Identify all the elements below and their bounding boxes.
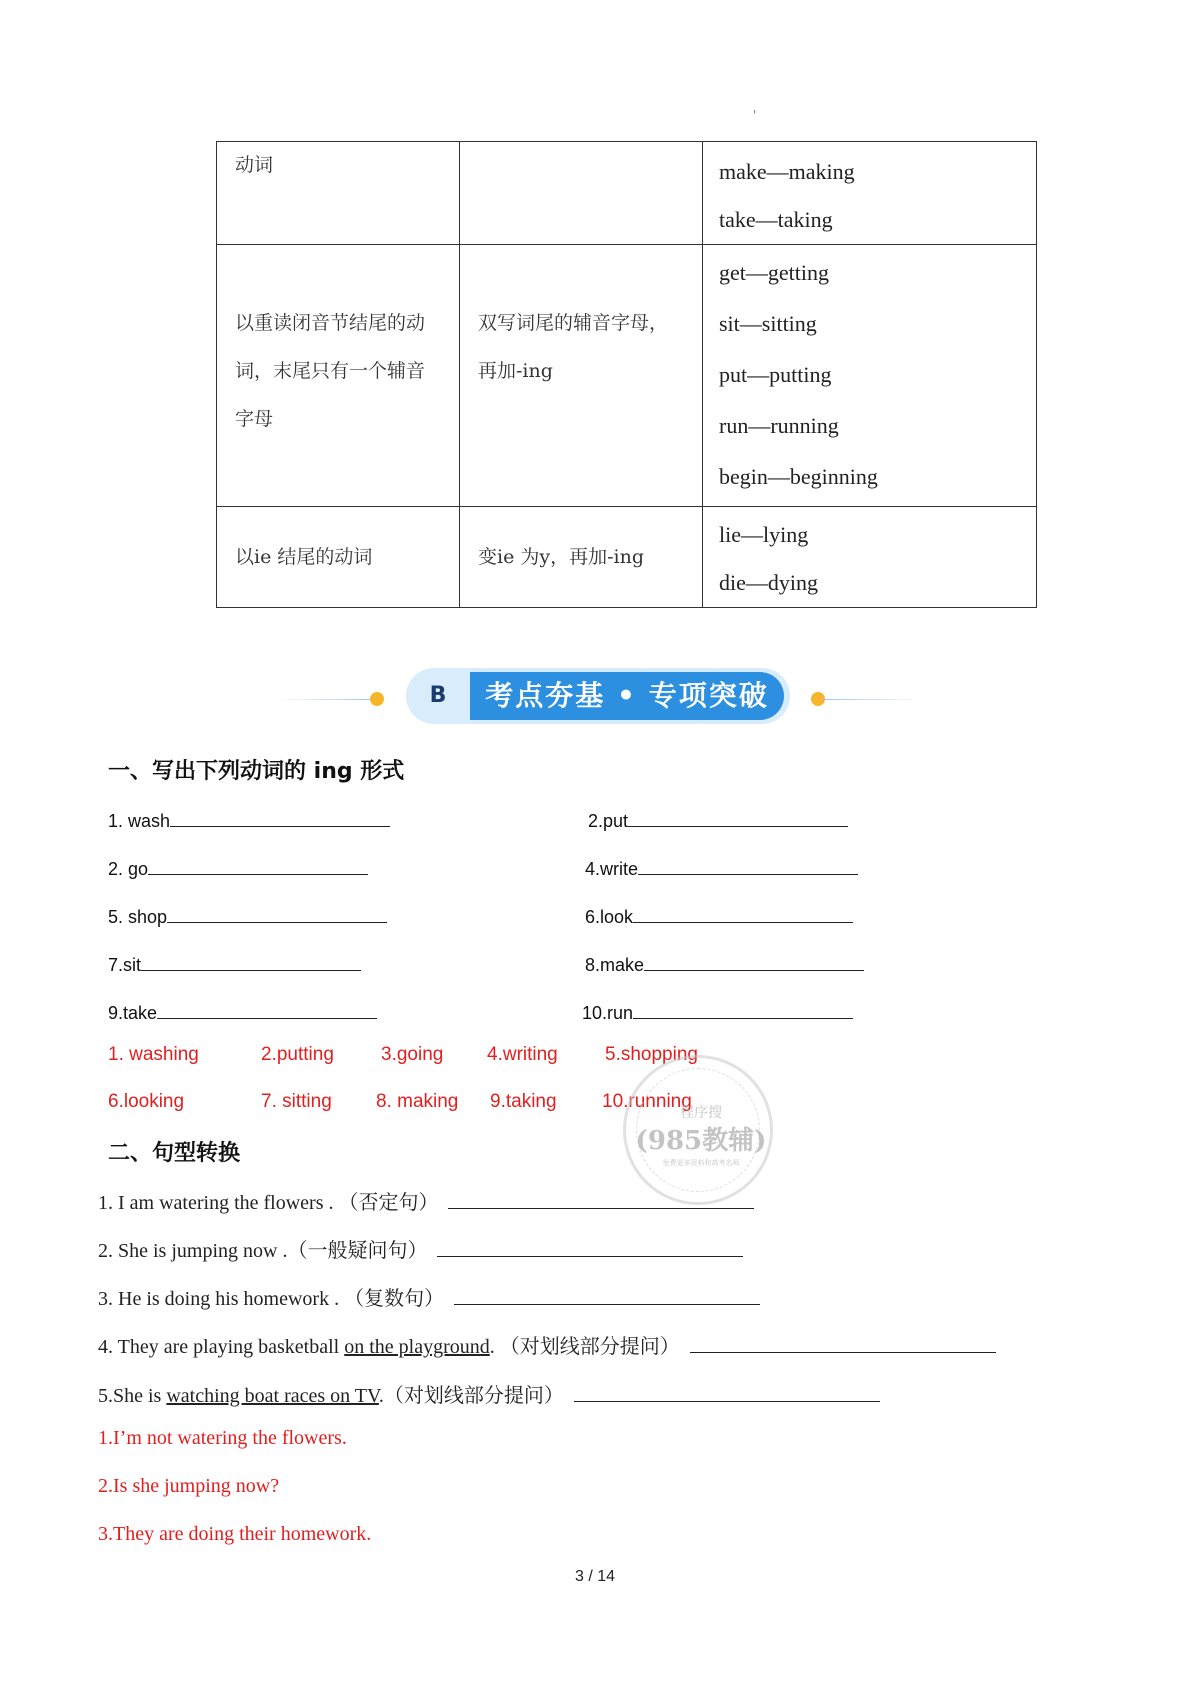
rule-line: 再加-ing (478, 360, 553, 382)
answer: 3.going (381, 1044, 444, 1065)
examples-cell (703, 245, 1037, 507)
condition-cell (217, 142, 460, 245)
table-row (217, 507, 1037, 608)
page-number: 3 / 14 (574, 1568, 616, 1585)
answer: 7. sitting (261, 1091, 332, 1112)
exercise-item: 1. wash (108, 806, 390, 832)
answer: 2.putting (261, 1044, 334, 1065)
question-2: 2. She is jumping now .（一般疑问句） (98, 1234, 743, 1263)
rule-line: 双写词尾的辅音字母， (478, 312, 669, 334)
condition-cell (217, 507, 460, 608)
sentence-answer: 2.Is she jumping now? (98, 1475, 280, 1497)
condition-cell (217, 245, 460, 507)
example: put—putting (719, 362, 832, 387)
exercise-item: 4.write (585, 854, 858, 880)
exercise-item: 2. go (108, 854, 368, 880)
answer: 6.looking (108, 1091, 185, 1112)
stamp-bottom: 免费更多资料和高考名师 (662, 1159, 740, 1167)
exercise-item: 7.sit (108, 950, 361, 976)
example: sit—sitting (719, 311, 817, 336)
exercise-item: 10.run (582, 998, 853, 1024)
banner-line-left (275, 699, 375, 700)
example: take—taking (719, 207, 833, 232)
answer: 4.writing (487, 1044, 558, 1065)
condition-line: 以重读闭音节结尾的动 (235, 312, 426, 334)
sentence-answer: 1.I’m not watering the flowers. (98, 1427, 347, 1449)
banner-letter: B (429, 683, 447, 708)
example: lie—lying (719, 522, 809, 547)
banner-line-right (822, 699, 922, 700)
answer: 10.running (602, 1091, 692, 1112)
watermark-stamp (623, 1055, 773, 1205)
question-4: 4. They are playing basketball on the playground. （对划线部分提问） (98, 1330, 996, 1359)
question-1: 1. I am watering the flowers . （否定句） (98, 1186, 754, 1215)
table-row (217, 245, 1037, 507)
section2-title: 二、句型转换 (108, 1141, 241, 1166)
rule-cell (460, 142, 703, 245)
underlined-part: on the playground (344, 1336, 490, 1358)
rule-line: 变ie 为y，再加-ing (478, 546, 644, 568)
question-3: 3. He is doing his homework . （复数句） (98, 1282, 760, 1311)
banner-title: 考点夯基 • 专项突破 (470, 672, 784, 720)
example: run—running (719, 413, 839, 438)
rule-table (216, 141, 1037, 608)
exercise-item: 6.look (585, 902, 853, 928)
rule-cell (460, 245, 703, 507)
answer: 8. making (376, 1091, 459, 1112)
exercise-item: 2.put (588, 806, 848, 832)
question-5: 5.She is watching boat races on TV.（对划线部分提问） (98, 1379, 880, 1408)
exercise-item: 5. shop (108, 902, 387, 928)
answer: 1. washing (108, 1044, 199, 1065)
rule-cell (460, 507, 703, 608)
banner-dot-left (370, 692, 384, 706)
answer: 9.taking (490, 1091, 557, 1112)
exercise-item: 8.make (585, 950, 864, 976)
examples-cell (703, 142, 1037, 245)
exercise-item: 9.take (108, 998, 377, 1024)
example: get—getting (719, 260, 829, 285)
condition-line: 以ie 结尾的动词 (235, 546, 373, 568)
example: die—dying (719, 570, 818, 595)
example: begin—beginning (719, 464, 878, 489)
answer: 5.shopping (605, 1044, 698, 1065)
table-row (217, 142, 1037, 245)
section-banner (406, 668, 790, 724)
condition-line: 动词 (235, 154, 274, 176)
underlined-part: watching boat races on TV (166, 1385, 379, 1407)
sentence-answer: 3.They are doing their homework. (98, 1523, 372, 1545)
condition-line: 字母 (235, 408, 274, 430)
examples-cell (703, 507, 1037, 608)
section1-title: 一、写出下列动词的 ing 形式 (108, 759, 405, 784)
top-mark: ' (753, 108, 757, 122)
stamp-top: 程序搜 (680, 1105, 722, 1121)
condition-line: 词，末尾只有一个辅音 (235, 360, 426, 382)
example: make—making (719, 159, 855, 184)
stamp-main: (985教辅) (635, 1126, 767, 1156)
